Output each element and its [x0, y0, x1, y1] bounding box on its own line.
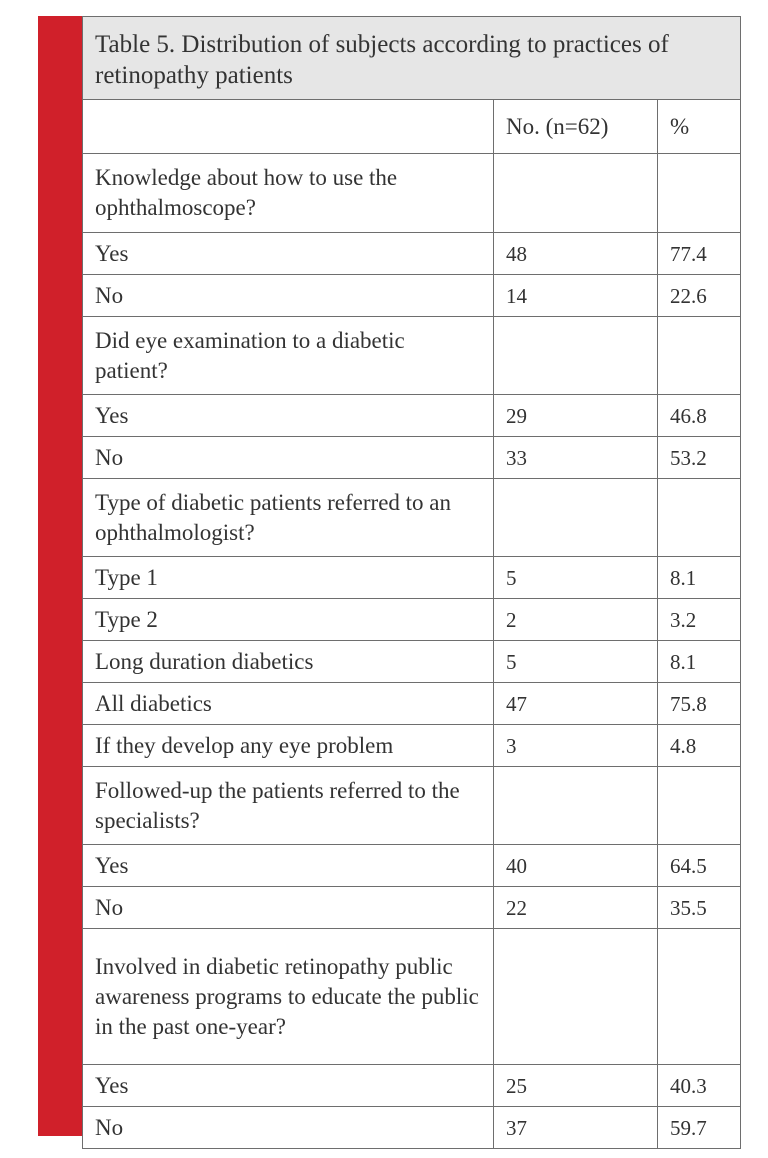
row-label: Yes: [83, 845, 494, 887]
distribution-table: [82, 16, 741, 1149]
header-percent: %: [658, 100, 741, 154]
answer-row: [83, 845, 741, 887]
row-percent: 8.1: [658, 641, 741, 683]
row-count: 40: [494, 845, 658, 887]
answer-row: [83, 683, 741, 725]
answer-row: [83, 233, 741, 275]
row-label: Knowledge about how to use the ophthalmoscope?: [83, 154, 494, 233]
answer-row: [83, 275, 741, 317]
row-percent: 59.7: [658, 1107, 741, 1149]
table-container: [82, 16, 740, 1149]
answer-row: [83, 437, 741, 479]
answer-row: [83, 599, 741, 641]
row-label: Type 1: [83, 557, 494, 599]
row-percent: [658, 154, 741, 233]
question-row: [83, 767, 741, 845]
header-count: No. (n=62): [494, 100, 658, 154]
table-caption: Table 5. Distribution of subjects according to practices of retinopathy patients: [83, 17, 741, 100]
row-label: Involved in diabetic retinopathy public awareness programs to educate the public in the past one-year?: [83, 929, 494, 1065]
row-label: No: [83, 1107, 494, 1149]
answer-row: [83, 887, 741, 929]
row-count: [494, 479, 658, 557]
header-row: [83, 100, 741, 154]
row-percent: 35.5: [658, 887, 741, 929]
row-percent: 64.5: [658, 845, 741, 887]
row-count: 22: [494, 887, 658, 929]
row-label: Yes: [83, 395, 494, 437]
row-count: 25: [494, 1065, 658, 1107]
row-label: No: [83, 887, 494, 929]
answer-row: [83, 641, 741, 683]
row-count: 2: [494, 599, 658, 641]
row-percent: 22.6: [658, 275, 741, 317]
row-count: 5: [494, 641, 658, 683]
question-row: [83, 317, 741, 395]
row-percent: 40.3: [658, 1065, 741, 1107]
answer-row: [83, 1065, 741, 1107]
row-count: 48: [494, 233, 658, 275]
red-accent-bar: [38, 16, 82, 1136]
row-count: 5: [494, 557, 658, 599]
question-row: [83, 479, 741, 557]
row-percent: [658, 479, 741, 557]
row-count: [494, 767, 658, 845]
answer-row: [83, 1107, 741, 1149]
row-count: 14: [494, 275, 658, 317]
answer-row: [83, 557, 741, 599]
row-percent: 8.1: [658, 557, 741, 599]
caption-row: [83, 17, 741, 100]
row-percent: 75.8: [658, 683, 741, 725]
row-label: Did eye examination to a diabetic patient?: [83, 317, 494, 395]
row-label: All diabetics: [83, 683, 494, 725]
row-percent: [658, 929, 741, 1065]
answer-row: [83, 725, 741, 767]
row-percent: 77.4: [658, 233, 741, 275]
row-label: Type 2: [83, 599, 494, 641]
row-percent: 53.2: [658, 437, 741, 479]
row-count: [494, 929, 658, 1065]
row-percent: 46.8: [658, 395, 741, 437]
question-row: [83, 154, 741, 233]
row-label: Yes: [83, 233, 494, 275]
header-blank: [83, 100, 494, 154]
row-label: No: [83, 437, 494, 479]
row-label: If they develop any eye problem: [83, 725, 494, 767]
row-count: 29: [494, 395, 658, 437]
row-count: 33: [494, 437, 658, 479]
row-percent: 3.2: [658, 599, 741, 641]
row-count: [494, 317, 658, 395]
row-percent: [658, 317, 741, 395]
row-percent: [658, 767, 741, 845]
row-count: [494, 154, 658, 233]
row-label: Type of diabetic patients referred to an ophthalmologist?: [83, 479, 494, 557]
row-label: Long duration diabetics: [83, 641, 494, 683]
row-label: No: [83, 275, 494, 317]
row-count: 37: [494, 1107, 658, 1149]
row-label: Yes: [83, 1065, 494, 1107]
row-count: 3: [494, 725, 658, 767]
row-percent: 4.8: [658, 725, 741, 767]
row-label: Followed-up the patients referred to the specialists?: [83, 767, 494, 845]
answer-row: [83, 395, 741, 437]
question-row: [83, 929, 741, 1065]
row-count: 47: [494, 683, 658, 725]
